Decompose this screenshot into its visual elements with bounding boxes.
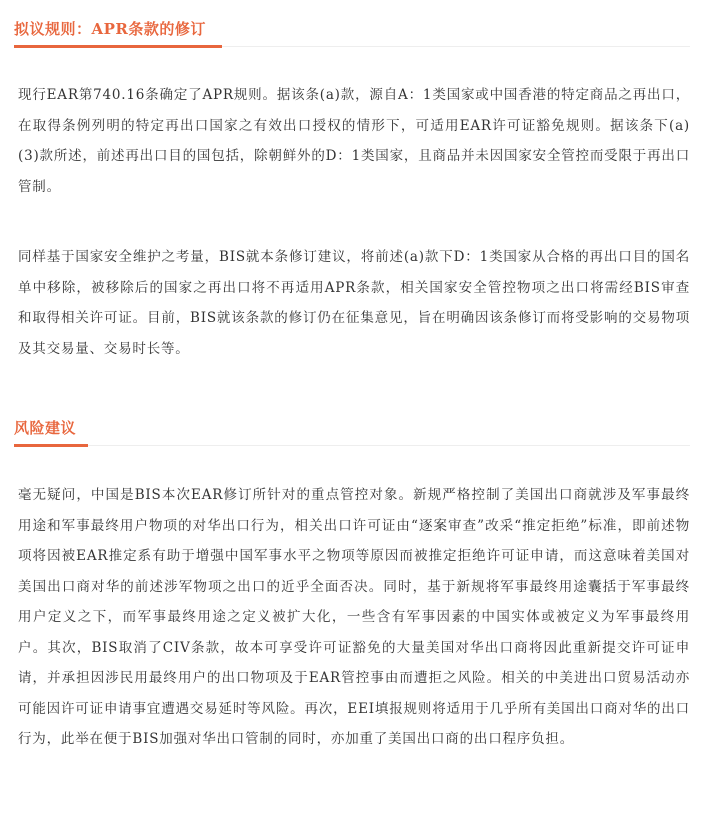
section-header <box>14 14 690 48</box>
section-title: 拟议规则：APR条款的修订 <box>14 20 206 38</box>
paragraph: 现行EAR第740.16条确定了APR规则。据该条(a)款，源自A：1类国家或中国香港的特定商品之再出口，在取得条例列明的特定再出口国家之有效出口授权的情形下，可适用EAR许可证豁免规则。据该条下(a)(3)款所述，前述再出口目的国包括，除朝鲜外的D：1类国家，且商品并未因国家安全管控而受限于再出口管制。 <box>18 87 690 195</box>
paragraph: 同样基于国家安全维护之考量，BIS就本条修订建议，将前述(a)款下D：1类国家从合格的再出口目的国名单中移除，被移除后的国家之再出口将不再适用APR条款，相关国家安全管控物项之出口将需经BIS审查和取得相关许可证。目前，BIS就该条款的修订仍在征集意见，旨在明确因该条修订而将受影响的交易物项及其交易量、交易时长等。 <box>18 249 690 357</box>
section-header <box>14 413 690 447</box>
section-divider <box>14 445 690 446</box>
section-title-underline <box>14 45 222 48</box>
paragraph: 毫无疑问，中国是BIS本次EAR修订所针对的重点管控对象。新规严格控制了美国出口商就涉及军事最终用途和军事最终用户物项的对华出口行为，相关出口许可证由“逐案审查”改采“推定拒绝”标准，即前述物项将因被EAR推定系有助于增强中国军事水平之物项等原因而被推定拒绝许可证申请，而这意味着美国对美国出口商对华的前述涉军物项之出口的近乎全面否决。同时，基于新规将军事最终用途囊括于军事最终用户定义之下，而军事最终用途之定义被扩大化，一些含有军事因素的中国实体或被定义为军事最终用户。其次，BIS取消了CIV条款，故本可享受许可证豁免的大量美国对华出口商将因此重新提交许可证申请，并承担因涉民用最终用户的出口物项及于EAR管控事由而遭拒之风险。相关的中美进出口贸易活动亦可能因许可证申请事宜遭遇交易延时等风险。再次，EEI填报规则将适用于几乎所有美国出口商对华的出口行为，此举在便于BIS加强对华出口管制的同时，亦加重了美国出口商的出口程序负担。 <box>18 487 690 747</box>
section-title-underline <box>14 444 88 447</box>
section-title: 风险建议 <box>14 419 77 437</box>
